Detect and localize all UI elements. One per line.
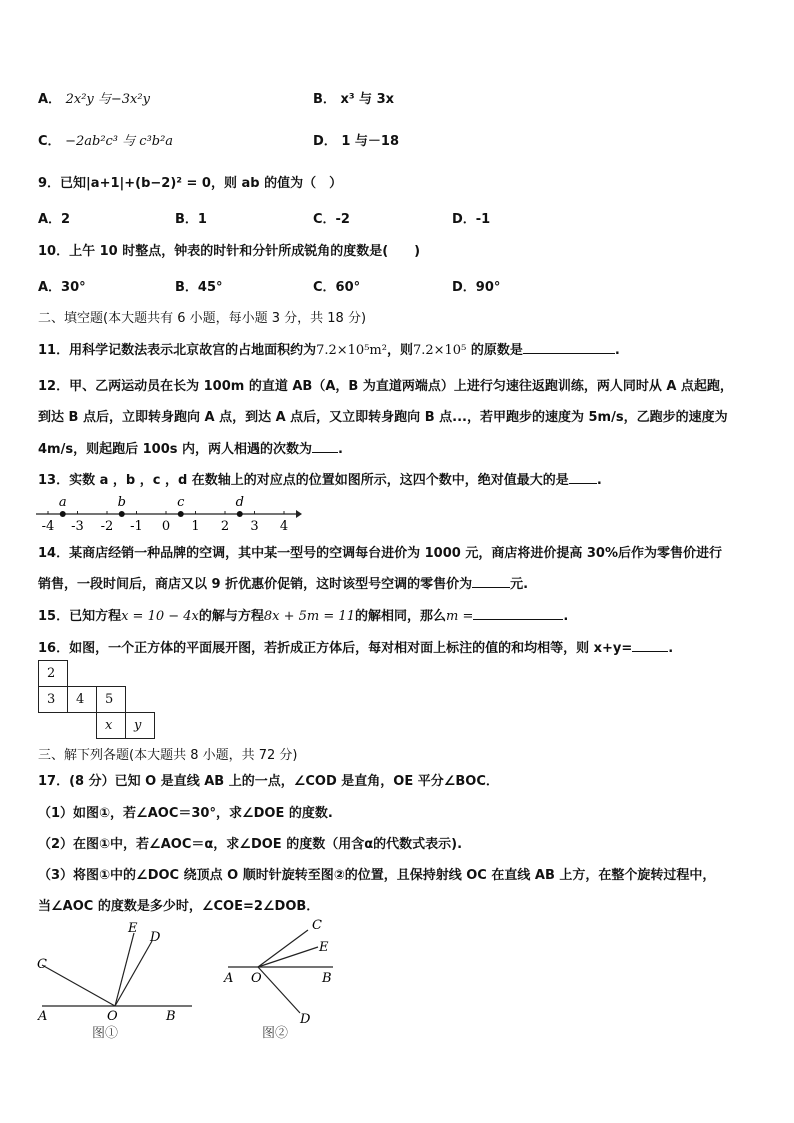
option-label: C．	[38, 134, 61, 149]
q9-option-d: D．-1	[452, 212, 491, 227]
number-line-tick-label: 3	[250, 519, 259, 534]
q14-line-1: 14．某商店经销一种品牌的空调，其中某一型号的空调每台进价为 1000 元，商店将进价提高 30%后作为零售价进行	[38, 546, 722, 561]
q14-unit: 元.	[510, 577, 529, 592]
q8-option-d	[313, 130, 399, 149]
q13-stem-text: 13．实数 a ，b ，c ，d 在数轴上的对应点的位置如图所示，这四个数中，绝对值最大的是	[38, 473, 569, 488]
number-line-tick-label: 4	[279, 519, 289, 534]
q8-option-a	[38, 88, 150, 107]
q17-part-2: （2）在图①中，若∠AOC＝α，求∠DOE 的度数（用含α的代数式表示).	[38, 837, 463, 852]
number-line-point-c	[178, 511, 184, 517]
figure-2-caption: 图②	[262, 1026, 289, 1041]
q15-prefix: 15．已知方程	[38, 609, 122, 624]
q10-option-c: C．60°	[313, 280, 361, 295]
q10-stem: 10．上午 10 时整点，钟表的时针和分针所成锐角的度数是( )	[38, 244, 421, 259]
q14-line-2	[38, 573, 528, 592]
q16-answer-blank[interactable]	[632, 639, 668, 652]
q9-option-b: B．1	[175, 212, 207, 227]
cube-net-cell: y	[125, 712, 155, 739]
label-a: A	[38, 1009, 48, 1024]
q11-mid: ，则	[386, 343, 413, 358]
number-line-point-d	[237, 511, 243, 517]
cube-net-cell: 3	[38, 686, 68, 713]
option-label: A．	[38, 92, 62, 107]
q12-line-3: 4m/s，则起跑后 100s 内，两人相遇的次数为 .	[38, 442, 343, 457]
number-line-tick-label: 1	[191, 519, 200, 534]
ray-od	[258, 967, 300, 1013]
number-line-arrow	[296, 510, 302, 518]
q17-part-1: （1）如图①，若∠AOC＝30°，求∠DOE 的度数.	[38, 806, 333, 821]
q15: 15．已知方程x = 10 − 4x的解与方程8x + 5m = 11的解相同，那么m = .	[38, 609, 569, 624]
label-b: B	[322, 971, 332, 986]
label-b: B	[166, 1009, 176, 1024]
q8-option-a-expr: 2x²y 与−3x²y	[65, 92, 150, 107]
ray-oc	[42, 965, 115, 1006]
q15-mid2: 的解相同，那么	[354, 609, 446, 624]
q15-equation-2: 8x + 5m = 11	[263, 609, 355, 624]
q17-part-3: （3）将图①中的∠DOC 绕顶点 O 顺时针旋转至图②的位置，且保持射线 OC 在直线 AB 上方，在整个旋转过程中，	[38, 868, 716, 883]
q8-option-d-expr: 1 与－18	[341, 134, 399, 149]
number-line-point-label: c	[177, 495, 185, 510]
ray-oc	[258, 930, 308, 967]
number-line-point-a	[60, 511, 66, 517]
q8-option-b-expr: x³ 与 3x	[340, 92, 395, 107]
q15-equation-1: x = 10 − 4x	[121, 609, 199, 624]
q17-part-4: 当∠AOC 的度数是多少时，∠COE=2∠DOB．	[38, 899, 320, 914]
label-o: O	[251, 971, 262, 986]
q9-stem: 9．已知|a+1|+(b−2)² = 0，则 ab 的值为（ ）	[38, 176, 343, 191]
cube-net-cell: 5	[96, 686, 126, 713]
q11-prefix: 11．用科学记数法表示北京故宫的占地面积约为	[38, 343, 317, 358]
cube-net-cell: x	[96, 712, 126, 739]
q9-option-a: A．2	[38, 212, 71, 227]
q8-option-c	[38, 130, 173, 149]
q10-option-b: B．45°	[175, 280, 223, 295]
ray-oe	[115, 933, 134, 1006]
q15-variable: m =	[445, 609, 474, 624]
ray-od	[115, 941, 152, 1006]
label-o: O	[107, 1009, 118, 1024]
label-c: C	[312, 918, 322, 933]
q11-answer-blank[interactable]	[523, 341, 615, 354]
section-2-heading: 二、填空题(本大题共有 6 小题，每小题 3 分，共 18 分)	[38, 311, 367, 326]
q12-line-2: 到达 B 点后，立即转身跑向 A 点，到达 A 点后，又立即转身跑向 B 点...，若甲跑步的速度为 5m/s，乙跑步的速度为	[38, 410, 728, 425]
section-3-heading: 三、解下列各题(本大题共 8 小题，共 72 分)	[38, 748, 298, 763]
q15-mid: 的解与方程	[198, 609, 264, 624]
number-line-tick-label: -4	[41, 519, 55, 534]
q10-option-d: D．90°	[452, 280, 501, 295]
number-line-tick-label: 2	[220, 519, 230, 534]
figure-1-caption: 图①	[92, 1026, 119, 1041]
number-line-point-label: a	[58, 495, 67, 510]
label-e: E	[128, 921, 138, 936]
cube-net-cell: 2	[38, 660, 68, 687]
q14-answer-blank[interactable]	[472, 575, 510, 588]
label-c: C	[37, 957, 47, 972]
q14-line-2-text: 销售，一段时间后，商店又以 9 折优惠价促销，这时该型号空调的零售价为	[38, 577, 473, 592]
number-line-tick-label: -1	[130, 519, 143, 534]
ray-oe	[258, 947, 318, 967]
option-label: D．	[313, 134, 337, 149]
q11: 11．用科学记数法表示北京故宫的占地面积约为7.2×10⁵m²，则7.2×10⁵ 的原数是 .	[38, 343, 620, 358]
q8-option-b	[313, 88, 394, 107]
label-d: D	[150, 930, 161, 945]
q13-stem: 13．实数 a ，b ，c ，d 在数轴上的对应点的位置如图所示，这四个数中，绝对值最大的是 .	[38, 473, 602, 488]
q12-line-1: 12．甲、乙两运动员在长为 100m 的直道 AB（A，B 为直道两端点）上进行匀速往返跑训练，两人同时从 A 点起跑，	[38, 379, 733, 394]
q17-stem: 17．(8 分）已知 O 是直线 AB 上的一点，∠COD 是直角，OE 平分∠BOC．	[38, 774, 499, 789]
q16-stem: 16．如图，一个正方体的平面展开图，若折成正方体后，每对相对面上标注的值的和均相等，则 x+y= .	[38, 641, 674, 656]
q13-answer-blank[interactable]	[569, 471, 597, 484]
q15-answer-blank[interactable]	[473, 607, 563, 620]
q11-suffix: 的原数是	[466, 343, 523, 358]
number-line-tick-label: 0	[161, 519, 171, 534]
q16-stem-text: 16．如图，一个正方体的平面展开图，若折成正方体后，每对相对面上标注的值的和均相等，则 x+y=	[38, 641, 633, 656]
q10-option-a: A．30°	[38, 280, 86, 295]
number-line-tick-label: -3	[71, 519, 84, 534]
q8-option-c-expr: −2ab²c³ 与 c³b²a	[65, 134, 174, 149]
number-line-tick-label: -2	[100, 519, 114, 534]
q13-number-line	[34, 492, 304, 534]
q11-number: 7.2×10⁵	[412, 343, 467, 358]
q17-figure-1	[30, 915, 200, 1045]
label-d: D	[300, 1012, 311, 1027]
label-a: A	[224, 971, 234, 986]
number-line-point-label: b	[117, 495, 126, 510]
number-line-point-label: d	[235, 495, 244, 510]
q12-answer-blank[interactable]	[312, 440, 338, 453]
q12-line-3-text: 4m/s，则起跑后 100s 内，两人相遇的次数为	[38, 442, 313, 457]
label-e: E	[319, 940, 329, 955]
option-label: B．	[313, 92, 336, 107]
q11-area-value: 7.2×10⁵m²	[316, 343, 387, 358]
cube-net-cell: 4	[67, 686, 97, 713]
q17-figure-2	[218, 915, 348, 1045]
q9-option-c: C．-2	[313, 212, 350, 227]
number-line-point-b	[119, 511, 125, 517]
